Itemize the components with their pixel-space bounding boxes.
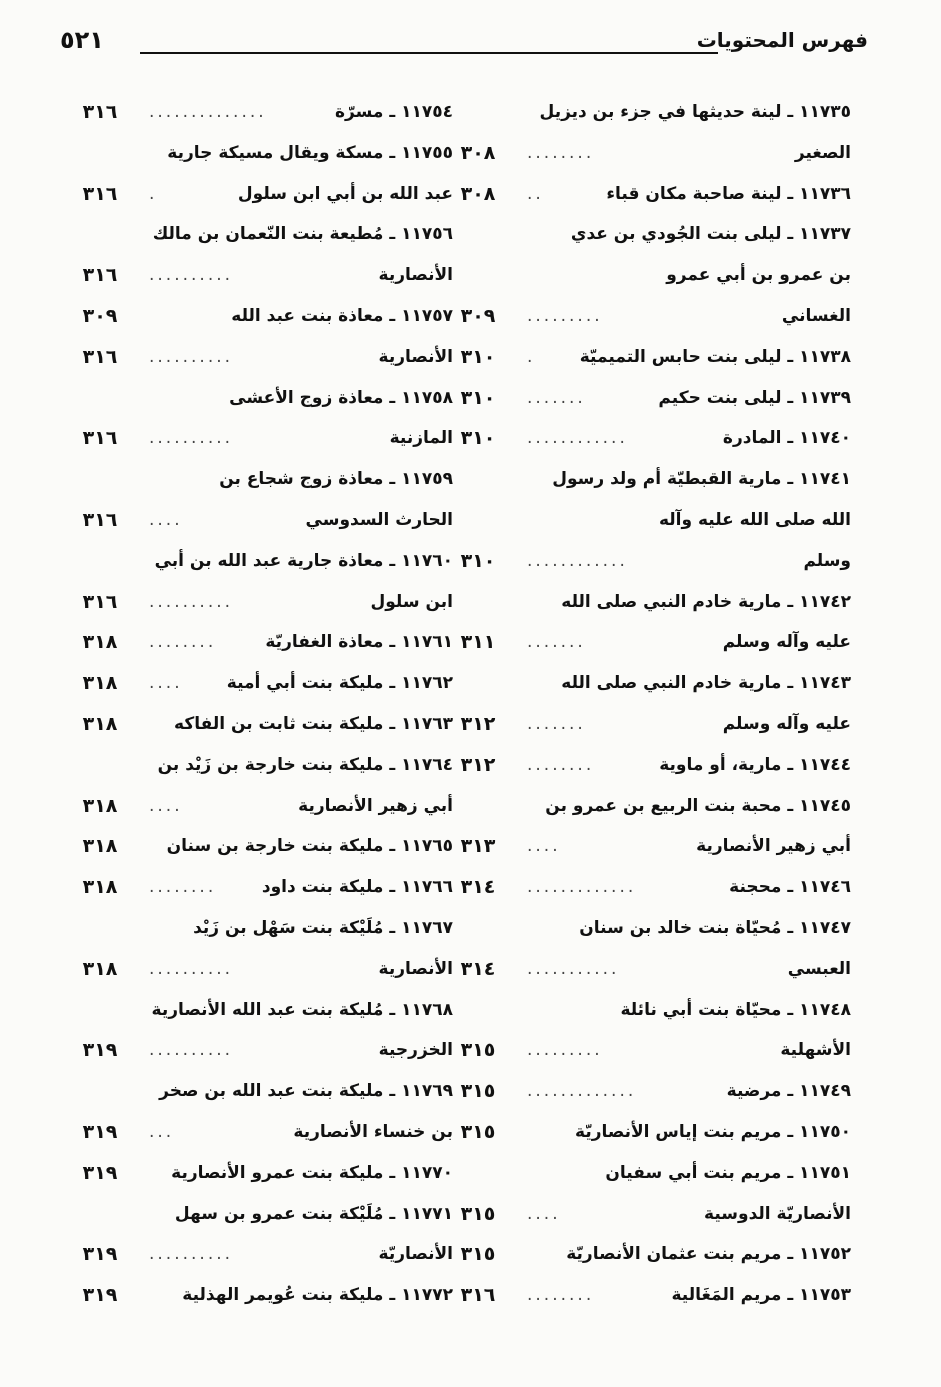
index-entry <box>65 1194 453 1235</box>
entry-page-number: ٣١٨ <box>82 672 118 695</box>
entry-page-number: ٣١٥ <box>460 1243 496 1266</box>
index-entry <box>65 1112 453 1153</box>
entry-text: ١١٧٥٧ ـ معاذة بنت عبد الله <box>231 305 453 326</box>
entry-text: ابن سلول <box>370 591 453 612</box>
index-entry <box>65 990 453 1031</box>
index-entry <box>443 174 851 215</box>
entry-text: الغساني <box>781 305 851 326</box>
index-entry <box>65 337 453 378</box>
index-entry <box>65 704 453 745</box>
leader-dots: ......... <box>527 1040 603 1061</box>
leader-dots: .......... <box>149 591 234 612</box>
entry-text: ١١٧٥٨ ـ معاذة زوج الأعشى <box>229 387 453 408</box>
index-entry <box>65 418 453 459</box>
index-entry <box>65 1234 453 1275</box>
entry-page-number: ٣١٨ <box>82 835 118 858</box>
index-entry <box>65 92 453 133</box>
index-entry <box>65 255 453 296</box>
entry-page-number: ٣١٩ <box>82 1120 118 1143</box>
entry-text: عبد الله بن أبي ابن سلول <box>237 183 453 204</box>
entry-text: ١١٧٦٨ ـ مُليكة بنت عبد الله الأنصارية <box>151 999 453 1020</box>
entry-page-number: ٣١٩ <box>82 1243 118 1266</box>
index-entry <box>443 541 851 582</box>
entry-text: ١١٧٧٢ ـ مليكة بنت عُويمر الهذلية <box>182 1285 453 1306</box>
leader-dots: .... <box>527 836 561 857</box>
entry-page-number: ٣١٢ <box>460 753 496 776</box>
entry-text: الأنصارية <box>378 265 453 286</box>
leader-dots: ....... <box>527 713 586 734</box>
entry-page-number: ٣١٤ <box>460 957 496 980</box>
index-entry <box>443 1153 851 1194</box>
entry-text: ١١٧٤٣ ـ مارية خادم النبي صلى الله <box>561 673 851 694</box>
index-entry <box>443 1071 851 1112</box>
entry-page-number: ٣١٦ <box>82 508 118 531</box>
entry-page-number: ٣١٨ <box>82 631 118 654</box>
index-entry <box>443 1030 851 1071</box>
page-header <box>60 28 868 68</box>
entry-text: الأشهلية <box>780 1040 851 1061</box>
entry-text: الأنصارية <box>378 346 453 367</box>
entry-text: عليه وآله وسلم <box>722 632 851 653</box>
entry-page-number: ٣١٩ <box>82 1161 118 1184</box>
index-entry <box>65 1071 453 1112</box>
entry-text: الأنصاريّة الدوسية <box>704 1203 851 1224</box>
entry-text: ١١٧٦٥ ـ مليكة بنت خارجة بن سنان <box>166 836 453 857</box>
index-entry <box>65 214 453 255</box>
entry-page-number: ٣١٠ <box>460 549 496 572</box>
entry-text: ١١٧٤٤ ـ مارية، أو ماوية <box>659 754 851 775</box>
entry-text: العبسي <box>787 958 851 979</box>
index-column-left <box>65 92 453 1316</box>
leader-dots: ........ <box>527 754 595 775</box>
entry-text: ١١٧٤١ ـ مارية القبطيّة أم ولد رسول <box>552 469 851 490</box>
entry-text: المازنية <box>389 428 453 449</box>
entry-text: ١١٧٥٩ ـ معاذة زوج شجاع بن <box>219 469 453 490</box>
entry-text: ١١٧٦٢ ـ مليكة بنت أبي أمية <box>226 673 453 694</box>
index-entry <box>65 459 453 500</box>
leader-dots: ........ <box>149 632 217 653</box>
entry-page-number: ٣١٩ <box>82 1284 118 1307</box>
entry-text: ١١٧٣٨ ـ ليلى بنت حابس التميميّة <box>579 346 851 367</box>
entry-text: ١١٧٤٩ ـ مرضية <box>726 1081 851 1102</box>
entry-text: ١١٧٦١ ـ معاذة الغفاريّة <box>265 632 453 653</box>
leader-dots: ............ <box>527 550 628 571</box>
entry-page-number: ٣١٢ <box>460 712 496 735</box>
entry-text: بن عمرو بن أبي عمرو <box>666 265 851 286</box>
index-entry <box>443 378 851 419</box>
index-entry <box>65 786 453 827</box>
entry-text: ١١٧٤٨ ـ محيّاة بنت أبي نائلة <box>620 999 851 1020</box>
index-entry <box>65 1030 453 1071</box>
index-entry <box>443 214 851 255</box>
index-entry <box>443 786 851 827</box>
entry-text: أبي زهير الأنصارية <box>696 836 851 857</box>
entry-page-number: ٣١٦ <box>82 427 118 450</box>
entry-text: وسلم <box>803 550 851 571</box>
index-entry <box>65 908 453 949</box>
index-entry <box>65 663 453 704</box>
index-entry <box>65 622 453 663</box>
index-entry <box>443 867 851 908</box>
leader-dots: .... <box>149 509 183 530</box>
leader-dots: .............. <box>149 102 267 122</box>
leader-dots: ............ <box>527 428 628 449</box>
leader-dots: .......... <box>149 1244 234 1265</box>
index-entry <box>443 826 851 867</box>
entry-page-number: ٣١٦ <box>82 345 118 368</box>
entry-page-number: ٣١٦ <box>82 264 118 287</box>
index-entry <box>443 337 851 378</box>
leader-dots: . <box>527 346 536 367</box>
entry-page-number: ٣١٨ <box>82 876 118 899</box>
entry-text: الله صلى الله عليه وآله <box>658 509 851 530</box>
entry-page-number: ٣٠٨ <box>460 182 496 205</box>
leader-dots: ....... <box>527 632 586 653</box>
leader-dots: .... <box>149 795 183 816</box>
entry-text: ١١٧٥٠ ـ مريم بنت إياس الأنصاريّة <box>575 1121 851 1142</box>
leader-dots: . <box>149 183 158 204</box>
entry-page-number: ٣١٦ <box>82 101 118 123</box>
index-entry <box>443 1275 851 1316</box>
entry-page-number: ٣١٥ <box>460 1039 496 1062</box>
leader-dots: ............. <box>527 1081 637 1102</box>
entry-text: عليه وآله وسلم <box>722 713 851 734</box>
entry-text: ١١٧٦٣ ـ مليكة بنت ثابت بن الفاكه <box>174 713 453 734</box>
entry-page-number: ٣١١ <box>460 631 496 654</box>
entry-page-number: ٣١٥ <box>460 1080 496 1103</box>
index-entry <box>443 704 851 745</box>
leader-dots: ........ <box>149 877 217 898</box>
entry-text: الحارث السدوسي <box>305 509 453 530</box>
page-number: ٥٢١ <box>60 26 104 54</box>
entry-text: ١١٧٤٠ ـ المادرة <box>722 428 851 449</box>
index-entry <box>65 541 453 582</box>
leader-dots: .......... <box>149 428 234 449</box>
entry-text: ١١٧٧١ ـ مُلَيْكة بنت عمرو بن سهل <box>174 1203 453 1224</box>
index-entry <box>65 378 453 419</box>
index-entry <box>65 745 453 786</box>
index-entry <box>65 582 453 623</box>
leader-dots: .... <box>527 1203 561 1224</box>
index-entry <box>443 745 851 786</box>
index-entry <box>443 663 851 704</box>
index-entry <box>65 296 453 337</box>
entry-text: ١١٧٥٥ ـ مسكة ويقال مسيكة جارية <box>167 142 453 163</box>
leader-dots: ......... <box>527 305 603 326</box>
entry-page-number: ٣١٦ <box>460 1284 496 1307</box>
entry-text: الخزرجية <box>378 1040 453 1061</box>
entry-page-number: ٣٠٩ <box>82 304 118 327</box>
entry-text: ١١٧٦٩ ـ مليكة بنت عبد الله بن صخر <box>159 1081 453 1102</box>
entry-text: ١١٧٤٦ ـ محجنة <box>729 877 851 898</box>
entry-text: ١١٧٦٠ ـ معاذة جارية عبد الله بن أبي <box>154 550 453 571</box>
entry-text: ١١٧٣٧ ـ ليلى بنت الجُودي بن عدي <box>570 224 851 245</box>
entry-text: بن خنساء الأنصارية <box>293 1121 453 1142</box>
entry-text: ١١٧٣٩ ـ ليلى بنت حكيم <box>658 387 851 408</box>
leader-dots: ........ <box>527 1285 595 1306</box>
entry-text: ١١٧٣٥ ـ لينة حديثها في جزء بن ديزيل <box>539 102 851 122</box>
entry-text: ١١٧٥٦ ـ مُطيعة بنت النّعمان بن مالك <box>152 224 453 245</box>
index-entry <box>65 867 453 908</box>
entry-page-number: ٣١٣ <box>460 835 496 858</box>
entry-text: ١١٧٤٥ ـ محبة بنت الربيع بن عمرو بن <box>545 795 851 816</box>
index-entry <box>443 296 851 337</box>
entry-text: الأنصارية <box>378 958 453 979</box>
entry-text: ١١٧٧٠ ـ مليكة بنت عمرو الأنصارية <box>171 1162 453 1183</box>
entry-page-number: ٣١٨ <box>82 712 118 735</box>
entry-page-number: ٣١٩ <box>82 1039 118 1062</box>
entry-page-number: ٣١٨ <box>82 794 118 817</box>
entry-text: ١١٧٣٦ ـ لينة صاحبة مكان قباء <box>606 183 851 204</box>
index-entry <box>443 92 851 133</box>
entry-text: ١١٧٦٧ ـ مُلَيْكة بنت سَهْل بن زَيْد <box>193 917 453 938</box>
entry-text: الصغير <box>794 142 851 163</box>
entry-text: ١١٧٦٤ ـ مليكة بنت خارجة بن زَيْد بن <box>157 754 453 775</box>
header-rule <box>140 52 718 54</box>
index-column-right <box>443 92 851 1316</box>
entry-text: ١١٧٥١ ـ مريم بنت أبي سفيان <box>605 1162 851 1183</box>
index-entry <box>443 949 851 990</box>
entry-text: ١١٧٥٣ ـ مريم المَغَالية <box>671 1285 851 1306</box>
index-entry <box>443 459 851 500</box>
entry-page-number: ٣١٠ <box>460 386 496 409</box>
entry-page-number: ٣١٠ <box>460 345 496 368</box>
index-entry <box>443 622 851 663</box>
index-entry <box>443 500 851 541</box>
index-entry <box>65 826 453 867</box>
leader-dots: ....... <box>527 387 586 408</box>
entry-text: ١١٧٤٧ ـ مُحيّاة بنت خالد بن سنان <box>579 917 851 938</box>
entry-page-number: ٣٠٩ <box>460 304 496 327</box>
entry-text: ١١٧٥٤ ـ مسرّة <box>335 102 453 122</box>
index-entry <box>65 1275 453 1316</box>
entry-page-number: ٣١٤ <box>460 876 496 899</box>
index-entry <box>443 1194 851 1235</box>
leader-dots: .......... <box>149 265 234 286</box>
index-entry <box>443 418 851 459</box>
entry-page-number: ٣٠٨ <box>460 141 496 164</box>
index-entry <box>443 582 851 623</box>
leader-dots: .... <box>149 673 183 694</box>
leader-dots: .......... <box>149 1040 234 1061</box>
entry-text: ١١٧٤٢ ـ مارية خادم النبي صلى الله <box>561 591 851 612</box>
index-entry <box>443 133 851 174</box>
entry-page-number: ٣١٥ <box>460 1120 496 1143</box>
leader-dots: ............. <box>527 877 637 898</box>
index-entry <box>443 1234 851 1275</box>
index-entry <box>65 133 453 174</box>
index-entry <box>65 949 453 990</box>
entry-page-number: ٣١٥ <box>460 1202 496 1225</box>
leader-dots: .. <box>527 183 544 204</box>
index-entry <box>443 990 851 1031</box>
entry-text: ١١٧٦٦ ـ مليكة بنت داود <box>261 877 453 898</box>
leader-dots: ........... <box>527 958 620 979</box>
index-entry <box>65 500 453 541</box>
leader-dots: ... <box>149 1121 175 1142</box>
entry-page-number: ٣١٦ <box>82 182 118 205</box>
entry-page-number: ٣١٨ <box>82 957 118 980</box>
entry-page-number: ٣١٦ <box>82 590 118 613</box>
index-entry <box>443 1112 851 1153</box>
index-entry <box>65 1153 453 1194</box>
index-entry <box>443 255 851 296</box>
leader-dots: ........ <box>527 142 595 163</box>
entry-text: أبي زهير الأنصارية <box>298 795 453 816</box>
entry-page-number: ٣١٠ <box>460 427 496 450</box>
leader-dots: .......... <box>149 346 234 367</box>
index-entry <box>65 174 453 215</box>
entry-text: الأنصاريّة <box>378 1244 453 1265</box>
running-title: فهرس المحتويات <box>696 28 868 52</box>
entry-text: ١١٧٥٢ ـ مريم بنت عثمان الأنصاريّة <box>566 1244 851 1265</box>
index-entry <box>443 908 851 949</box>
leader-dots: .......... <box>149 958 234 979</box>
